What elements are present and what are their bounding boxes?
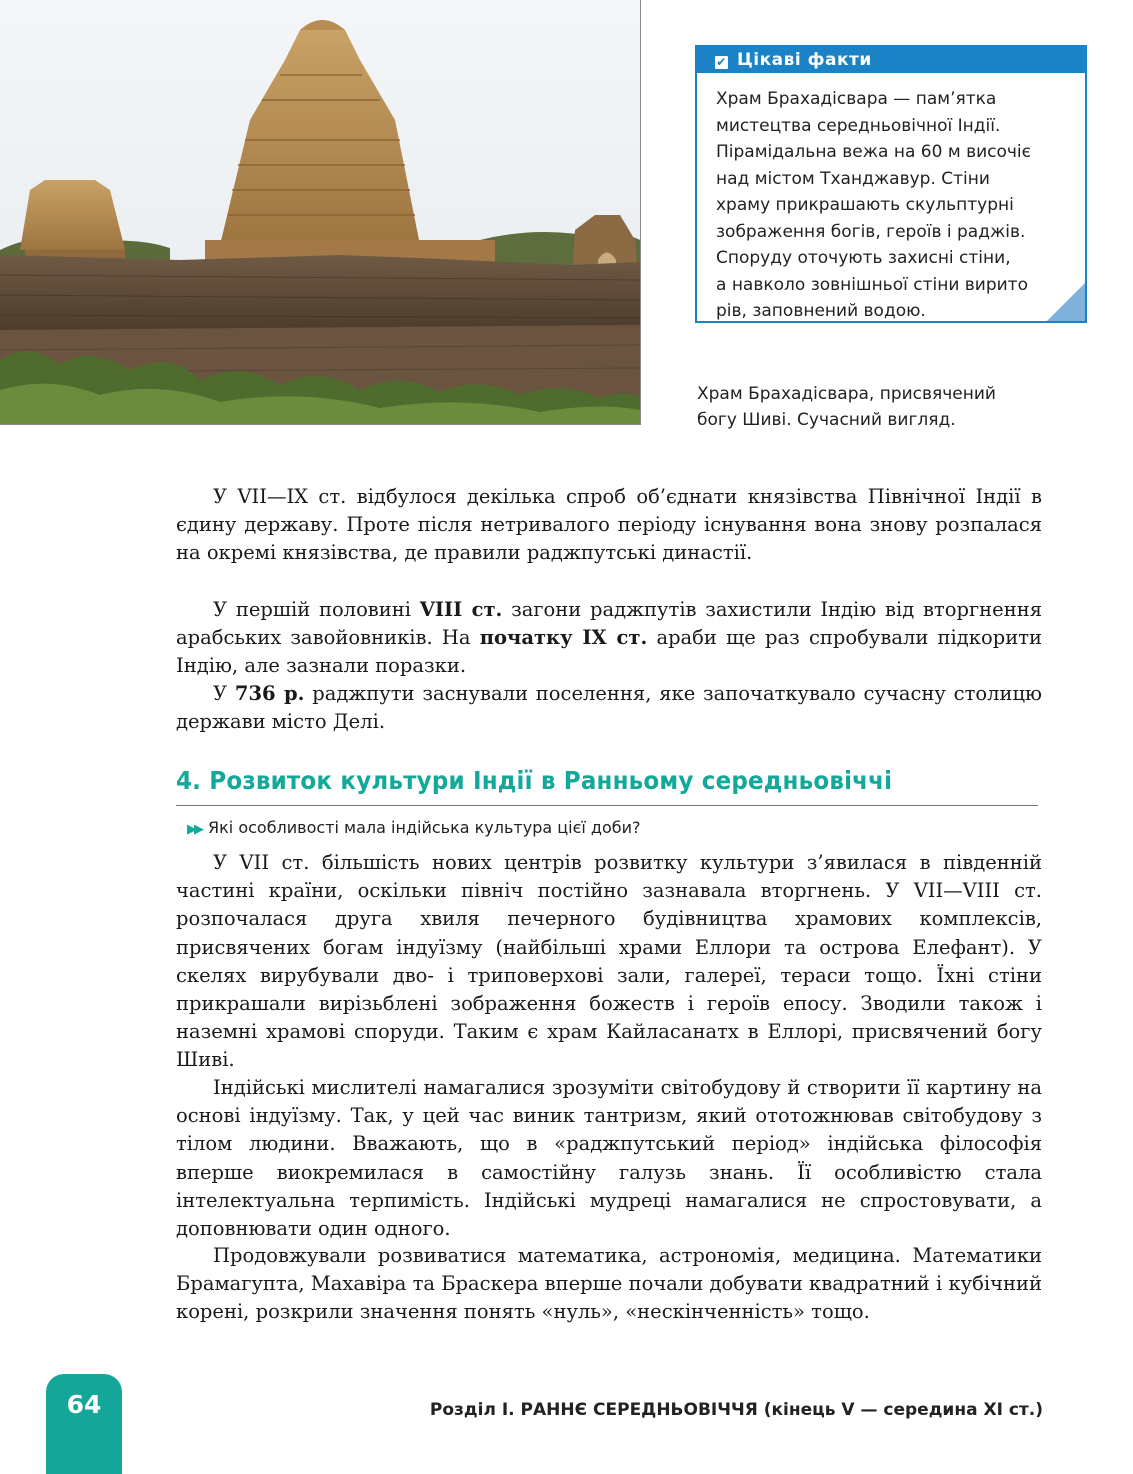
- facts-line: Споруду оточують захисні стіни,: [716, 248, 1011, 268]
- paragraph-text: У VII—IX ст. відбулося декілька спроб об’єднати князівства Північної Індії в єдину державу. Проте після нетривалого періоду існування вона знову розпалася на окремі князівства, де правили раджпутські династії.: [176, 485, 1042, 565]
- paragraph-text: У першій половині: [213, 598, 420, 621]
- paragraph-text: загони раджпутів захистили Індію від вторгнення арабських завойовників. На: [176, 598, 1042, 650]
- facts-box: [695, 45, 1087, 323]
- bold-date: VIII ст.: [419, 598, 503, 621]
- caption-line: богу Шиві. Сучасний вигляд.: [697, 410, 956, 430]
- facts-line: рів, заповнений водою.: [716, 301, 926, 321]
- section-question: [187, 817, 641, 841]
- double-arrow-icon: ▶▶: [187, 822, 201, 837]
- page-number-tab: [46, 1374, 122, 1474]
- facts-line: а навколо зовнішньої стіни вирито: [716, 274, 1028, 295]
- paragraph: [176, 849, 1042, 1075]
- facts-line: зображення богів, героїв і раджів.: [716, 221, 1026, 242]
- facts-text: [697, 73, 1085, 325]
- facts-line: храму прикрашають скульптурні: [716, 195, 1014, 215]
- temple-illustration: [0, 0, 640, 424]
- paragraph: [176, 1242, 1042, 1327]
- page-number: 64: [66, 1390, 102, 1419]
- facts-line: Храм Брахадісвара — пам’ятка: [716, 89, 997, 109]
- paragraph-text: араби ще раз спробували підкорити Індію, але зазнали поразки.: [176, 626, 1042, 678]
- paragraph-text: Індійські мислителі намагалися зрозуміти світобудову й створити її картину на основі індуїзму. Так, у цей час виник тантризм, який ототожнював світобудову з тілом людини. Вважають, що в «раджпутський період» індійська філософія вперше виокремилася в самостійну галузь знань. Її особливістю стала інтелектуальна терпимість. Індійські мудреці намагалися не спростовувати, а доповнювати один одного.: [176, 1076, 1042, 1241]
- paragraph: [176, 483, 1042, 568]
- facts-header: [697, 47, 1085, 73]
- caption-line: Храм Брахадісвара, присвячений: [697, 384, 996, 404]
- bold-date: 736 р.: [234, 682, 305, 705]
- checkbox-icon: ✔: [716, 55, 727, 69]
- facts-line: мистецтва середньовічної Індії.: [716, 115, 1001, 136]
- question-text: Які особливості мала індійська культура цієї доби?: [208, 818, 641, 837]
- photo-caption: [697, 381, 1097, 433]
- temple-photo: [0, 0, 641, 425]
- section-divider: [176, 805, 1038, 806]
- paragraph: [176, 680, 1042, 736]
- section-title: 4. Розвиток культури Індії в Ранньому середньовіччі: [176, 766, 893, 795]
- page-corner-decoration: [1047, 283, 1085, 321]
- facts-line: Пірамідальна вежа на 60 м височіє: [716, 142, 1031, 162]
- paragraph-text: раджпути заснували поселення, яке започаткувало сучасну столицю держави місто Делі.: [176, 682, 1043, 734]
- paragraph-text: У: [213, 682, 235, 705]
- chapter-footer: Розділ І. РАННЄ СЕРЕДНЬОВІЧЧЯ (кінець V — середина XI ст.): [429, 1400, 1043, 1420]
- facts-title: Цікаві факти: [737, 50, 872, 70]
- paragraph-text: У VII ст. більшість нових центрів розвитку культури з’явилася в південній частині країни, оскільки північ постійно зазнавала вторгнень. У VII—VIII ст. розпочалася друга хвиля печерного будівництва храмових комплексів, присвячених богам індуїзму (найбільші храми Еллори та острова Елефант). У скелях вирубували дво- і триповерхові зали, галереї, тераси тощо. Їхні стіни прикрашали вирізьблені зображення божеств і героїв епосу. Зводили також і наземні храмові споруди. Таким є храм Кайласанатх в Еллорі, присвячений богу Шиві.: [176, 851, 1042, 1072]
- bold-date: початку IX ст.: [479, 626, 648, 650]
- paragraph: [176, 1074, 1042, 1243]
- facts-line: над містом Тханджавур. Стіни: [716, 168, 990, 189]
- paragraph-text: Продовжували розвиватися математика, астрономія, медицина. Математики Брамагупта, Махавіра та Браскера вперше почали добувати квадратний і кубічний корені, розкрили значення понять «нуль», «нескінченність» тощо.: [176, 1244, 1042, 1324]
- paragraph: [176, 596, 1042, 681]
